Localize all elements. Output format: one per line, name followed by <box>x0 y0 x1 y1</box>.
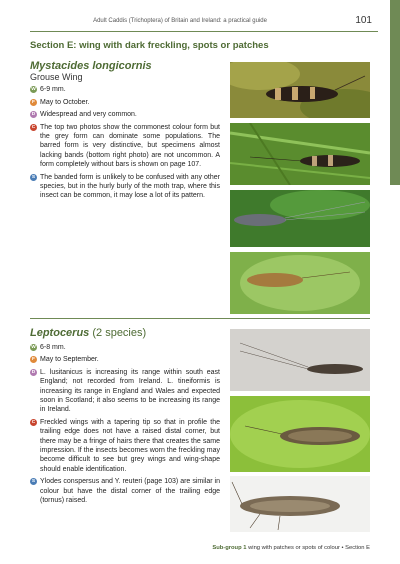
photo-leptocerus-white-bg <box>230 329 370 391</box>
page-number: 101 <box>355 15 372 26</box>
photo-mystacides-grey-form <box>230 190 370 247</box>
similar-icon: S <box>31 174 36 180</box>
similar-row <box>30 173 220 201</box>
distribution-icon: D <box>31 112 36 118</box>
similar-row <box>30 477 220 505</box>
species-title <box>30 327 220 340</box>
size-row <box>30 343 220 352</box>
size-row <box>30 85 220 94</box>
footer-sub-group: Sub-group 1 <box>212 545 247 551</box>
distribution-text: Widespread and very common. <box>40 111 137 119</box>
species-count: (2 species) <box>92 327 147 339</box>
characters-text: Freckled wings with a tapering tip so that in profile the trailing edge does not have a raised distal corner, but there may be a fringe of hairs there that creates the same impression. If the insects becomes worn the freckling may become difficult to see but grey wings and wing-shape should enable identification. <box>40 418 220 473</box>
footer-bar <box>212 545 370 551</box>
sidebar-color-strip <box>390 0 400 185</box>
size-icon: W <box>31 87 36 93</box>
species-title: Mystacides longicornis <box>30 60 152 72</box>
similar-text: The banded form is unlikely to be confused with any other species, but in the hurly burly of the moth trap, where this insect can be common, it may lose a lot of its pattern. <box>40 173 220 200</box>
flight-row <box>30 355 220 364</box>
flight-row <box>30 98 220 107</box>
flight-icon: F <box>30 99 37 106</box>
section-heading: Section E: wing with dark freckling, spots or patches <box>30 40 269 51</box>
genus-name: Leptocerus <box>30 327 90 339</box>
characters-icon: C <box>31 124 36 130</box>
top-rule <box>30 31 378 32</box>
photo-leptocerus-mounted <box>230 476 370 532</box>
size-text: 6-8 mm. <box>40 344 66 351</box>
size-icon: W <box>31 345 36 350</box>
photo-leptocerus-on-leaf <box>230 396 370 472</box>
characters-row <box>30 123 220 170</box>
flight-text: May to October. <box>40 98 90 106</box>
species-block-mystacides <box>30 60 220 204</box>
photo-mystacides-banded <box>230 62 370 118</box>
photo-mystacides-on-leaf <box>230 123 370 185</box>
distribution-row <box>30 368 220 415</box>
characters-text: The top two photos show the commonest colour form but the grey form can dominate some populations. The barred form is very distinctive, but specimens almost lacking bands (bottom right photo) are not uncommon. A form completely without bars is shown on page 107. <box>40 123 220 169</box>
distribution-icon: D <box>31 369 36 375</box>
common-name: Grouse Wing <box>30 72 83 82</box>
size-text: 6-9 mm. <box>40 86 66 94</box>
photo-mystacides-pale-form <box>230 252 370 314</box>
flight-icon: F <box>30 356 37 363</box>
footer-text: wing with patches or spots of colour • Section E <box>248 545 370 551</box>
flight-text: May to September. <box>40 356 99 364</box>
distribution-row <box>30 110 220 119</box>
similar-text: Ylodes conspersus and Y. reuteri (page 103) are similar in colour but have the distal corner of the trailing edge (tornus) raised. <box>40 478 220 505</box>
mid-rule <box>30 318 370 319</box>
distribution-text: L. lusitanicus is increasing its range within south east England; not recorded from Ireland. L. tineiformis is increasing its range in England and Wales and expected soon in Scotland; it also seems to be increasing its range in Ireland. <box>40 368 220 414</box>
characters-row <box>30 418 220 474</box>
characters-icon: C <box>31 419 36 425</box>
similar-icon: S <box>31 479 36 485</box>
species-block-leptocerus <box>30 327 220 509</box>
running-head: Adult Caddis (Trichoptera) of Britain and Ireland: a practical guide <box>93 18 267 24</box>
